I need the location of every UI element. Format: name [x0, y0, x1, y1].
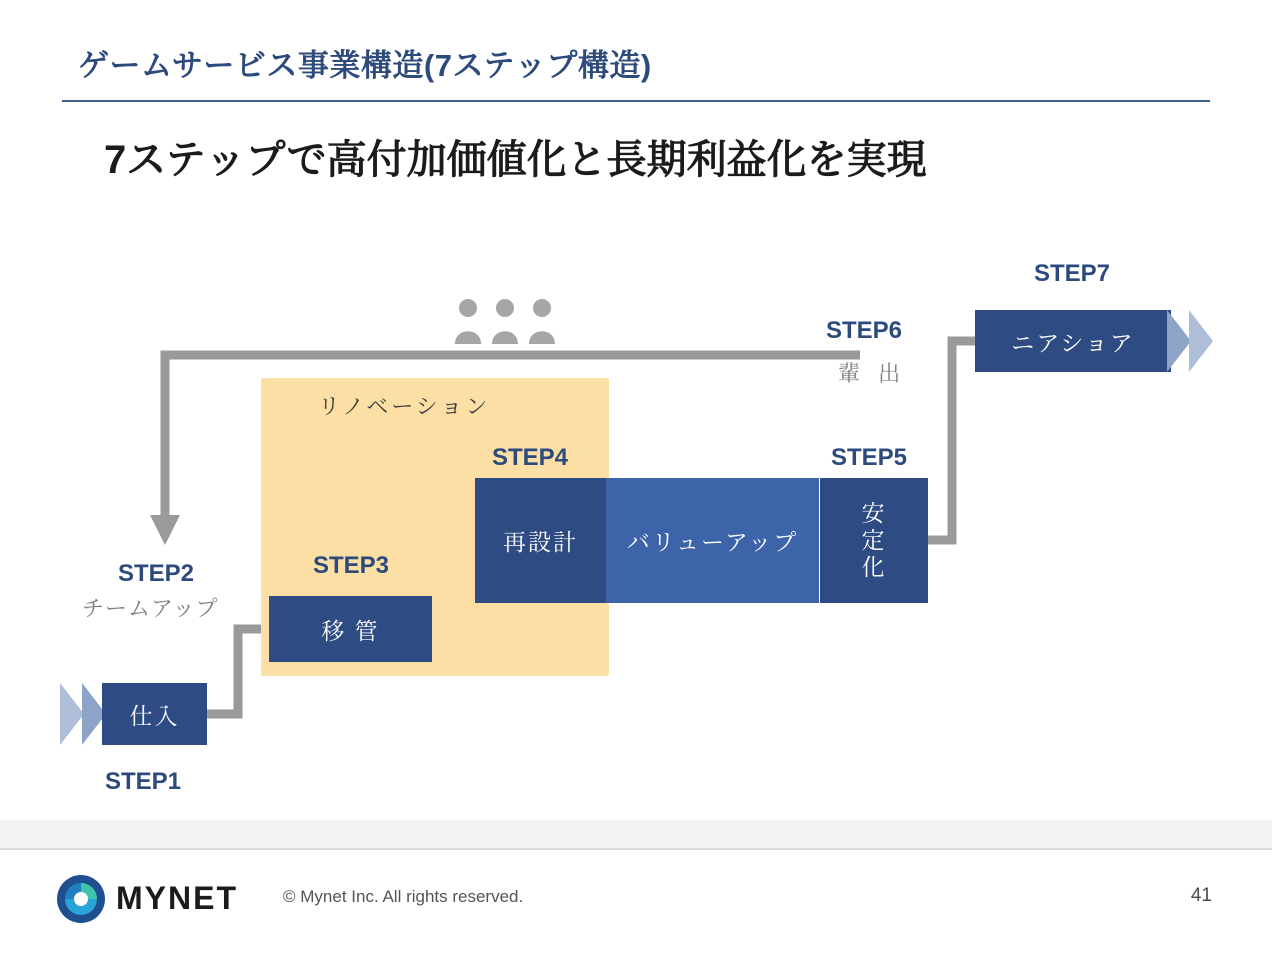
step2-label: STEP2 — [118, 560, 195, 587]
step4-label: STEP4 — [492, 444, 569, 471]
value-up-box[interactable]: バリューアップ — [606, 478, 819, 603]
step6-label: STEP6 — [826, 317, 903, 344]
page-title: ゲームサービス事業構造(7ステップ構造) — [78, 48, 652, 83]
page-number: 41 — [1190, 885, 1212, 906]
step6-sublabel: 輩 出 — [838, 361, 907, 386]
step5-char-2: 定 — [861, 527, 887, 554]
logo-text: MYNET — [116, 880, 238, 916]
renovation-label: リノベーション — [318, 394, 491, 419]
step5-char-3: 化 — [861, 553, 887, 580]
step4-box[interactable]: 再設計 — [475, 478, 606, 603]
people-icon — [455, 298, 555, 344]
step2-sublabel: チームアップ — [82, 596, 219, 621]
step5-box[interactable] — [820, 478, 928, 603]
chevron-right-icon — [1167, 310, 1215, 372]
step7-box[interactable]: ニアショア — [975, 310, 1171, 372]
footer-divider — [0, 848, 1272, 850]
step3-label: STEP3 — [313, 552, 390, 579]
step5-label: STEP5 — [831, 444, 908, 471]
step3-box[interactable]: 移 管 — [269, 596, 432, 662]
step1-box[interactable]: 仕入 — [102, 683, 207, 745]
footer-band — [0, 820, 1272, 848]
step5-char-1: 安 — [861, 500, 887, 527]
copyright-text: © Mynet Inc. All rights reserved. — [283, 887, 524, 906]
step7-label: STEP7 — [1034, 260, 1111, 287]
process-diagram — [0, 200, 1272, 840]
mynet-logo-icon — [56, 874, 106, 924]
page-subtitle: 7ステップで高付加価値化と長期利益化を実現 — [104, 138, 927, 182]
chevron-left-icon — [58, 683, 106, 745]
title-divider — [62, 100, 1210, 102]
step1-label: STEP1 — [105, 768, 182, 795]
